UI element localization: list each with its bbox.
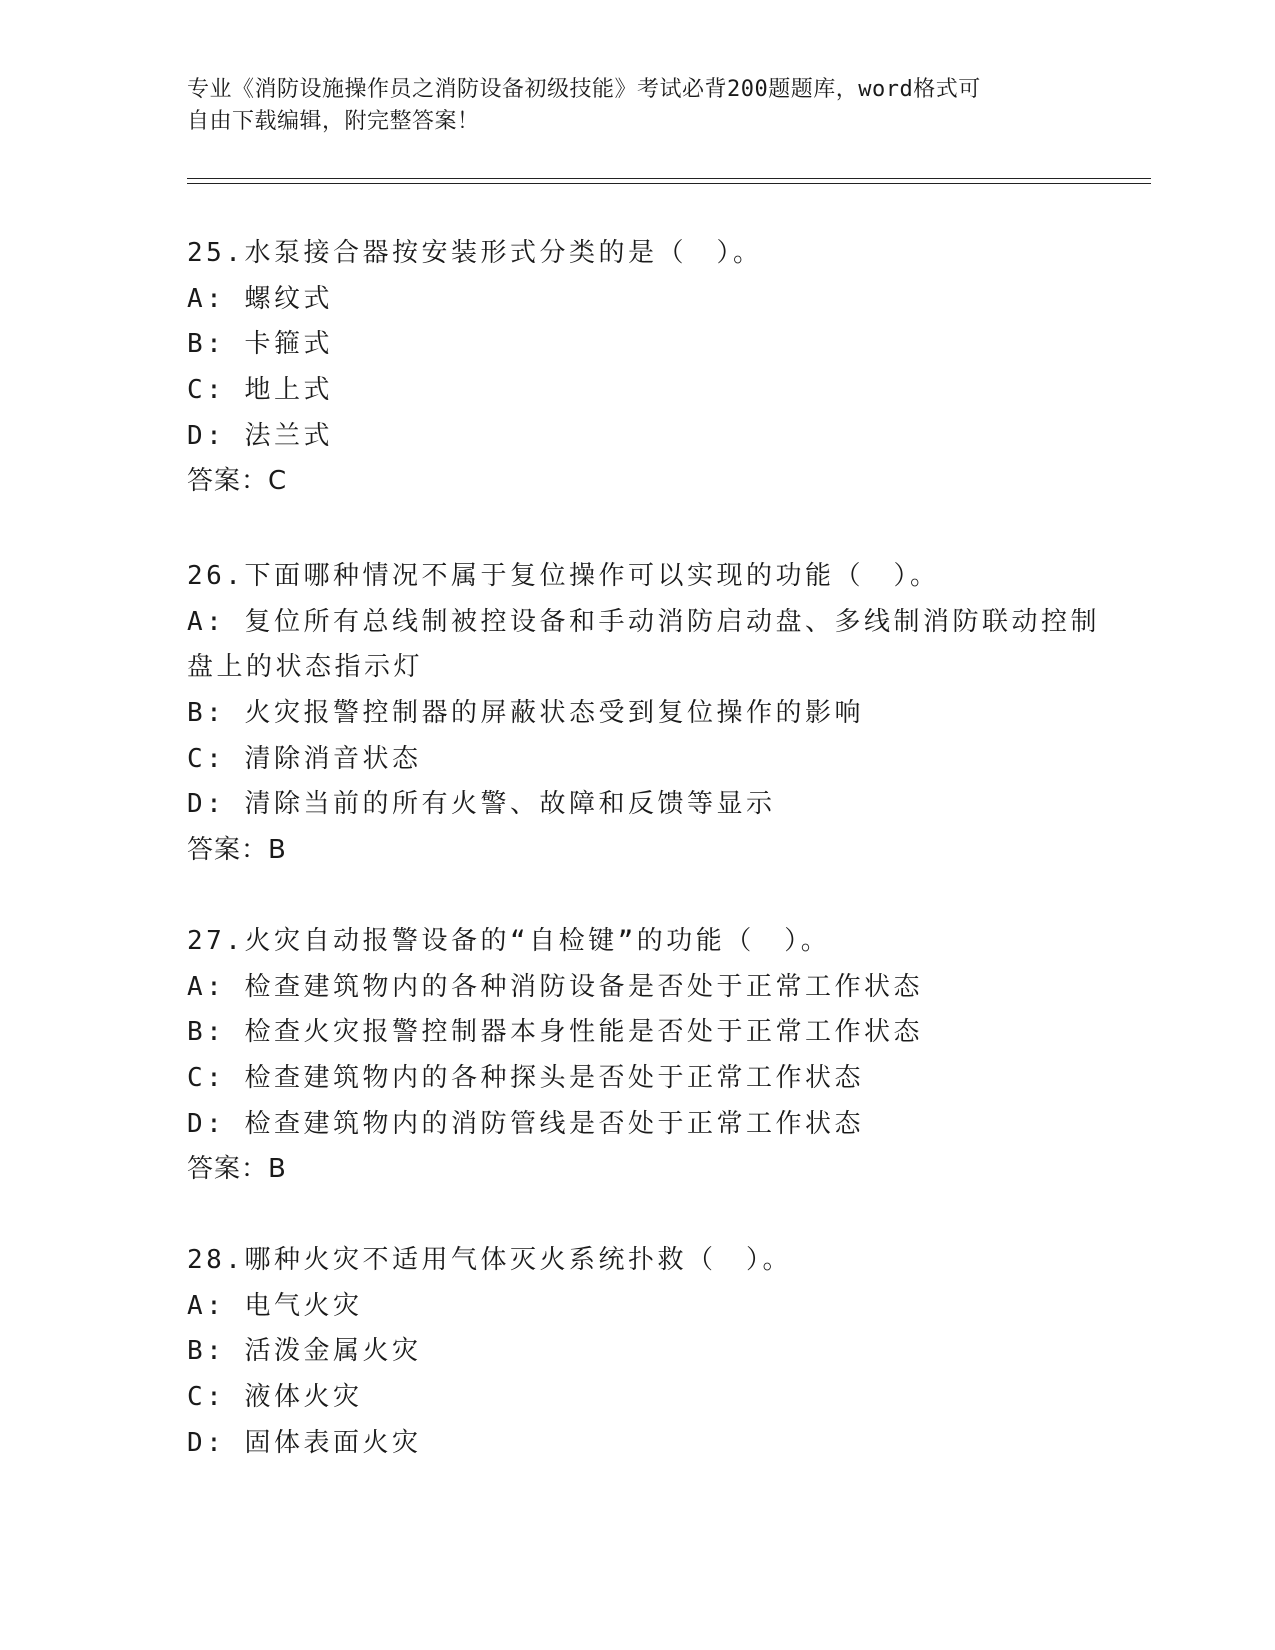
document-header — [187, 74, 1087, 138]
question-25 — [187, 231, 1087, 505]
option-a: A: 检查建筑物内的各种消防设备是否处于正常工作状态 — [187, 971, 923, 1002]
answer: 答案：B — [187, 1154, 287, 1185]
question-stem: 28.哪种火灾不适用气体灭火系统扑救（ ）。 — [187, 1245, 792, 1275]
option-a: A: 电气火灾 — [187, 1290, 363, 1321]
header-divider-bottom — [187, 183, 1151, 184]
question-26 — [187, 554, 1100, 874]
answer: 答案：C — [187, 466, 288, 497]
option-b: B: 活泼金属火灾 — [187, 1336, 422, 1367]
option-c: C: 地上式 — [187, 375, 333, 406]
option-c: C: 液体火灾 — [187, 1382, 363, 1413]
option-b: B: 卡箍式 — [187, 329, 333, 360]
option-d: D: 法兰式 — [187, 420, 333, 451]
question-27 — [187, 919, 1087, 1193]
option-a-line-1: A: 复位所有总线制被控设备和手动消防启动盘、多线制消防联动控制 — [187, 606, 1100, 637]
answer: 答案：B — [187, 835, 287, 866]
option-a-line-2: 盘上的状态指示灯 — [187, 652, 424, 683]
option-b: B: 火灾报警控制器的屏蔽状态受到复位操作的影响 — [187, 698, 864, 729]
option-d: D: 清除当前的所有火警、故障和反馈等显示 — [187, 789, 776, 820]
option-d: D: 固体表面火灾 — [187, 1427, 422, 1458]
header-line-1: 专业《消防设施操作员之消防设备初级技能》考试必背200题题库，word格式可 — [187, 77, 981, 102]
option-b: B: 检查火灾报警控制器本身性能是否处于正常工作状态 — [187, 1017, 923, 1048]
question-stem: 26.下面哪种情况不属于复位操作可以实现的功能（ ）。 — [187, 561, 940, 591]
header-line-2: 自由下载编辑，附完整答案！ — [187, 109, 480, 134]
option-c: C: 清除消音状态 — [187, 743, 422, 774]
question-stem: 27.火灾自动报警设备的“自检键”的功能（ ）。 — [187, 926, 831, 956]
option-c: C: 检查建筑物内的各种探头是否处于正常工作状态 — [187, 1063, 864, 1094]
header-divider-top — [187, 178, 1151, 179]
question-28 — [187, 1238, 1087, 1466]
option-d: D: 检查建筑物内的消防管线是否处于正常工作状态 — [187, 1108, 864, 1139]
option-a: A: 螺纹式 — [187, 283, 333, 314]
question-stem: 25.水泵接合器按安装形式分类的是（ ）。 — [187, 238, 763, 268]
